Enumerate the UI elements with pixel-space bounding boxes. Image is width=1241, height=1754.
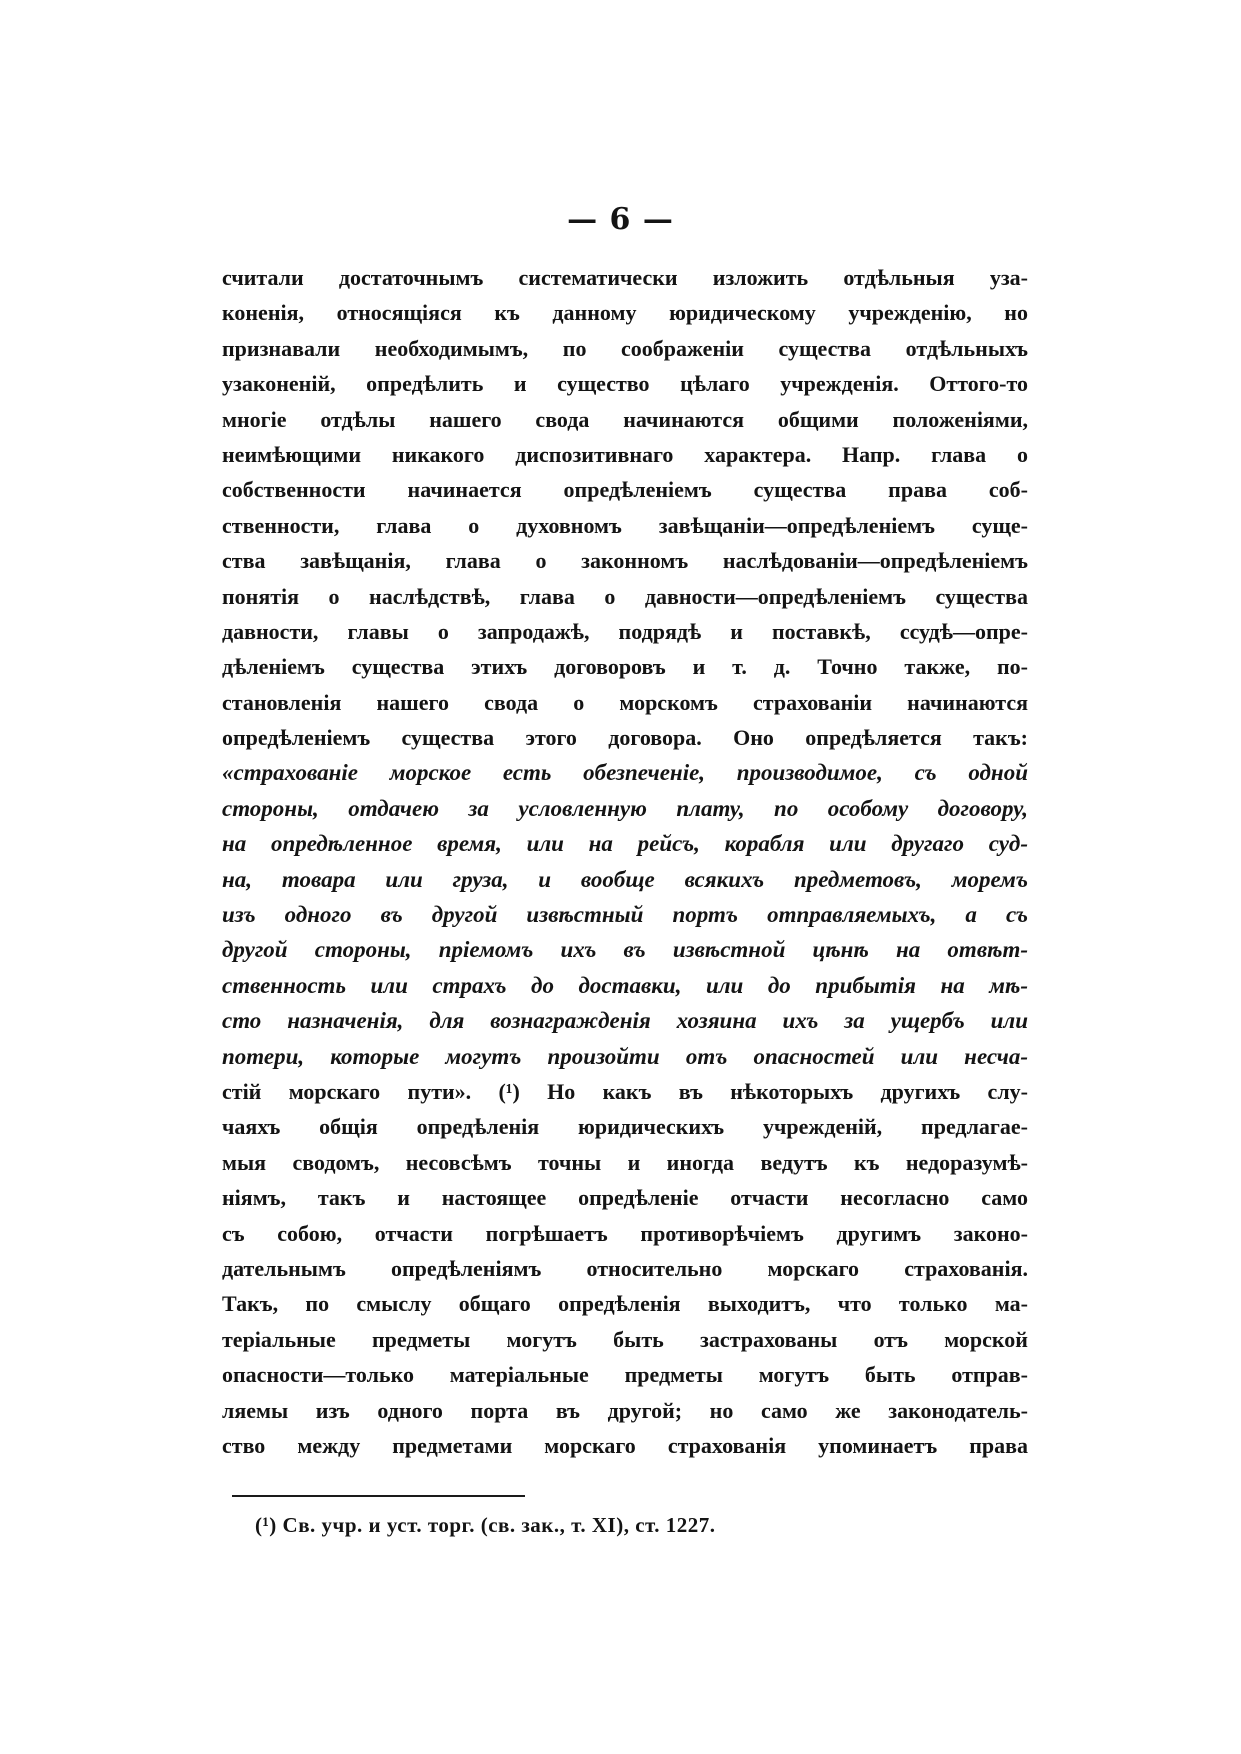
body-text [222,260,1028,1463]
footnote-divider [232,1495,525,1497]
text-line: чаяхъ общія опредѣленія юридическихъ учрежденій, предлагае- [222,1114,1028,1140]
quote-line: изъ одного въ другой извѣстный портъ отправляемыхъ, а съ [222,902,1028,928]
quote-line: на, товара или груза, и вообще всякихъ предметовъ, моремъ [222,866,1028,892]
text-line: дѣленіемъ существа этихъ договоровъ и т. д. Точно также, по- [222,654,1028,680]
text-line: опасности—только матеріальные предметы могутъ быть отправ- [222,1362,1028,1388]
text-line: узаконеній, опредѣлить и существо цѣлаго учрежденія. Оттого-то [222,371,1028,397]
text-line: ственности, глава о духовномъ завѣщаніи—опредѣленіемъ суще- [222,512,1028,538]
quote-line: стороны, отдачею за условленную плату, по особому договору, [222,795,1028,821]
text-line: признавали необходимымъ, по соображеніи существа отдѣльныхъ [222,335,1028,361]
quote-line: потери, которые могутъ произойти отъ опасностей или несча- [222,1043,1028,1069]
text-line: считали достаточнымъ систематически изложить отдѣльныя уза- [222,265,1028,290]
text-line: ляемы изъ одного порта въ другой; но само же законодатель- [222,1397,1028,1423]
quote-line: «страхованіе морское есть обезпеченіе, производимое, съ одной [222,760,1028,786]
text-line: многіе отдѣлы нашего свода начинаются общими положеніями, [222,406,1028,432]
text-line: мыя сводомъ, несовсѣмъ точны и иногда ведутъ къ недоразумѣ- [222,1149,1028,1175]
quote-line: на опредѣленное время, или на рейсъ, корабля или другаго суд- [222,831,1028,857]
text-line: Такъ, по смыслу общаго опредѣленія выходитъ, что только ма- [222,1291,1028,1317]
text-line: стій морскаго пути». (¹) Но какъ въ нѣкоторыхъ другихъ слу- [222,1078,1028,1104]
text-line: неимѣющими никакого диспозитивнаго характера. Напр. глава о [222,441,1028,467]
text-line: коненія, относящіяся къ данному юридическому учрежденію, но [222,300,1028,326]
quote-line: ственность или страхъ до доставки, или до прибытія на мѣ- [222,972,1028,998]
text-line: опредѣленіемъ существа этого договора. Оно опредѣляется такъ: [222,725,1028,751]
text-line: дательнымъ опредѣленіямъ относительно морскаго страхованія. [222,1255,1028,1281]
text-line: съ собою, отчасти погрѣшаетъ противорѣчіемъ другимъ законо- [222,1220,1028,1246]
text-line: понятія о наслѣдствѣ, глава о давности—опредѣленіемъ существа [222,583,1028,609]
text-line: теріальные предметы могутъ быть застрахованы отъ морской [222,1326,1028,1352]
text-line: давности, главы о запродажѣ, подрядѣ и поставкѣ, ссудѣ—опре- [222,618,1028,644]
text-line: ства завѣщанія, глава о законномъ наслѣдованіи—опредѣленіемъ [222,548,1028,574]
text-line: собственности начинается опредѣленіемъ существа права соб- [222,477,1028,503]
footnote: (¹) Св. учр. и уст. торг. (св. зак., т. XI), ст. 1227. [255,1513,716,1537]
quote-line: другой стороны, пріемомъ ихъ въ извѣстной цѣнѣ на отвѣт- [222,937,1028,963]
text-line: ніямъ, такъ и настоящее опредѣленіе отчасти несогласно само [222,1185,1028,1211]
quote-line: сто назначенія, для вознагражденія хозяина ихъ за ущербъ или [222,1008,1028,1034]
text-line: становленія нашего свода о морскомъ страхованіи начинаются [222,689,1028,715]
text-line: ство между предметами морскаго страхованія упоминаетъ права [222,1432,1028,1458]
page-number: — 6 — [567,202,674,237]
